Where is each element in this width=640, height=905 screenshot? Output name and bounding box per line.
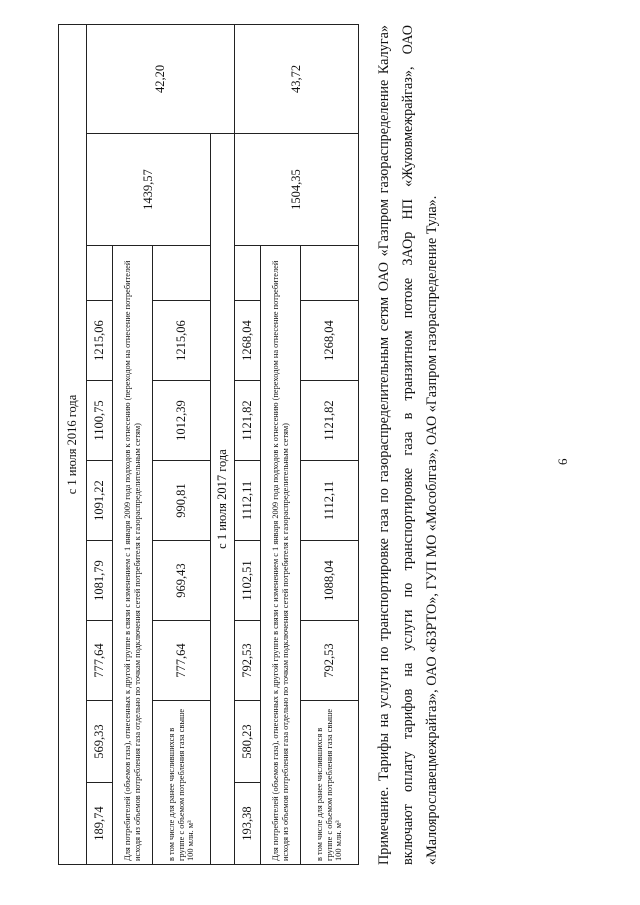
value-cell: 580,23 xyxy=(235,701,261,783)
last-value-cell: 43,72 xyxy=(235,24,359,133)
blank-cell xyxy=(235,246,261,301)
remark-paragraph: Примечание. Тарифы на услуги по транспортировке газа по газораспределительным сетям ОАО «Газпром газораспределение Калуга» включают оплату тарифов на услуги по транспортировке газа в транзитном потоке ЗАОр НП «Жуковмежрайгаз», ОАО «Малоярославецмежрайгаз», ОАО «БЗРТО», ГУП МО «Мособлгаз», ОАО «Газпром газораспределение Тула». xyxy=(376,25,440,865)
value-cell: 1088,04 xyxy=(301,541,359,621)
tariff-table xyxy=(58,24,359,865)
value-cell: 969,43 xyxy=(153,541,211,621)
value-cell: 1121,82 xyxy=(235,381,261,461)
merged-value-cell: 1504,35 xyxy=(235,134,359,246)
value-cell: 1215,06 xyxy=(87,301,113,381)
value-cell: 189,74 xyxy=(87,783,113,865)
group-sub-label: в том числе для ранее числившихся в группе с объемом потребления газа свыше 100 млн. м³ xyxy=(301,701,359,865)
value-cell: 1112,11 xyxy=(235,461,261,541)
value-cell: 792,53 xyxy=(235,621,261,701)
value-cell: 1091,22 xyxy=(87,461,113,541)
value-cell: 569,33 xyxy=(87,701,113,783)
value-cell: 1081,79 xyxy=(87,541,113,621)
value-cell: 1012,39 xyxy=(153,381,211,461)
merged-value-cell: 1439,57 xyxy=(87,134,211,246)
last-value-cell: 42,20 xyxy=(87,24,235,133)
table-row-2017 xyxy=(235,24,261,864)
period-label-2017: с 1 июля 2017 года xyxy=(211,134,235,865)
group-note: Для потребителей (объемов газа), отнесенных к другой группе в связи с изменением с 1 января 2009 года подходов к отнесению (переходом на отнесение потребителей исходя из объемов потребления газа отдельно по точкам подключения сетей потребителя к газораспределительным сетям) xyxy=(113,246,153,865)
table-row-2016 xyxy=(87,24,113,864)
blank-cell xyxy=(87,246,113,301)
value-cell: 1100,75 xyxy=(87,381,113,461)
group-note: Для потребителей (объемов газа), отнесенных к другой группе в связи с изменением с 1 января 2009 года подходов к отнесению (переходом на отнесение потребителей исходя из объемов потребления газа отдельно по точкам подключения сетей потребителя к газораспределительным сетям) xyxy=(261,246,301,865)
group-sub-label: в том числе для ранее числившихся в группе с объемом потребления газа свыше 100 млн. м³ xyxy=(153,701,211,865)
value-cell: 1268,04 xyxy=(301,301,359,381)
period-label-2016: с 1 июля 2016 года xyxy=(59,24,87,864)
value-cell: 1268,04 xyxy=(235,301,261,381)
value-cell: 1112,11 xyxy=(301,461,359,541)
page-number: 6 xyxy=(555,458,570,465)
value-cell: 1121,82 xyxy=(301,381,359,461)
period-row-2017 xyxy=(211,24,235,864)
blank-cell xyxy=(301,246,359,301)
value-cell: 990,81 xyxy=(153,461,211,541)
value-cell: 777,64 xyxy=(87,621,113,701)
value-cell: 1215,06 xyxy=(153,301,211,381)
value-cell: 1102,51 xyxy=(235,541,261,621)
value-cell: 792,53 xyxy=(301,621,359,701)
blank-cell xyxy=(153,246,211,301)
value-cell: 777,64 xyxy=(153,621,211,701)
blank-row xyxy=(59,24,87,864)
value-cell: 193,38 xyxy=(235,783,261,865)
